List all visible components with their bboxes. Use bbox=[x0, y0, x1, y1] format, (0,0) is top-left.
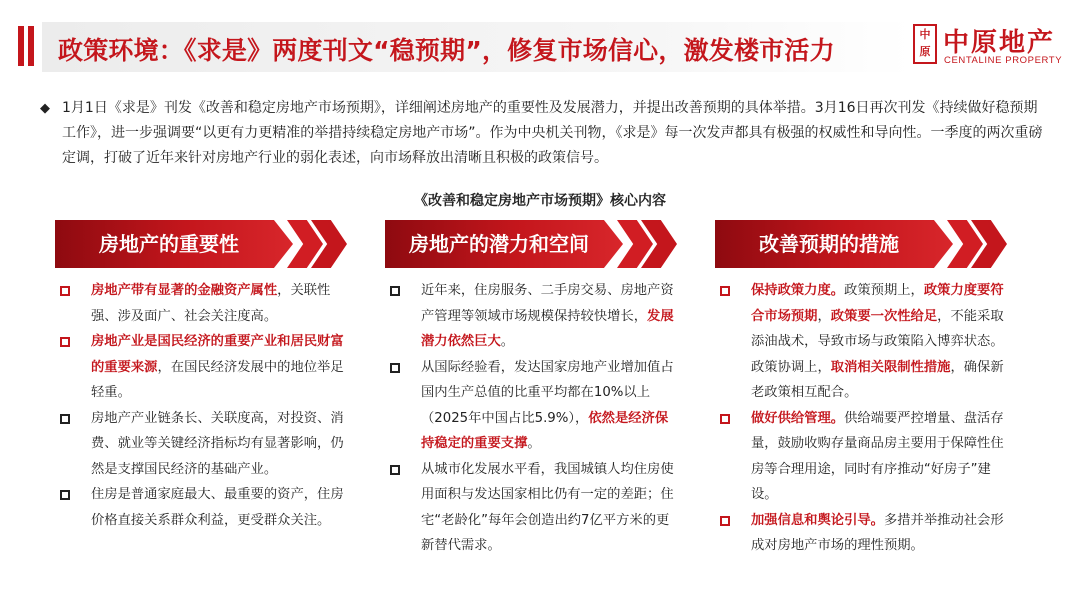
item-text: ，关联性强、涉及面广、社会关注度高。 bbox=[91, 283, 331, 324]
highlighted-text: 房地产业是国民经济的重要产业和居民财富的重要来源 bbox=[91, 334, 344, 375]
item-list bbox=[385, 278, 675, 559]
item-text: ， bbox=[817, 308, 831, 324]
item-text: 供给端要严控增量、盘活存量，鼓励收购存量商品房主要用于保障性住房等合理用途，同时有序推动“好房子”建设。 bbox=[751, 410, 1004, 502]
list-item bbox=[385, 355, 675, 457]
section-subtitle: 《改善和稳定房地产市场预期》核心内容 bbox=[414, 193, 666, 209]
company-logo bbox=[913, 24, 1073, 72]
diamond-bullet-icon: ◆ bbox=[40, 101, 50, 116]
highlighted-text: 做好供给管理。 bbox=[751, 410, 845, 426]
square-bullet-icon bbox=[390, 363, 400, 373]
item-text: 房地产产业链条长、关联度高，对投资、消费、就业等关键经济指标均有显著影响，仍然是支撑国民经济的基础产业。 bbox=[91, 410, 344, 477]
item-text: 近年来，住房服务、二手房交易、房地产资产管理等领域市场规模保持较快增长， bbox=[421, 283, 674, 324]
list-item bbox=[55, 482, 345, 533]
highlighted-text: 加强信息和舆论引导。 bbox=[751, 512, 884, 528]
item-text: 。 bbox=[527, 436, 541, 451]
item-text: ，在国民经济发展中的地位举足轻重。 bbox=[91, 359, 344, 400]
logo-name-en: CENTALINE PROPERTY bbox=[944, 55, 1063, 66]
list-item bbox=[385, 278, 675, 355]
accent-stripe bbox=[28, 26, 34, 66]
square-bullet-icon bbox=[60, 337, 70, 347]
item-text: 从城市化发展水平看，我国城镇人均住房使用面积与发达国家相比仍有一定的差距；住宅“老龄化”每年会创造出约7亿平方米的更新替代需求。 bbox=[421, 461, 674, 553]
intro-text: 1月1日《求是》刊发《改善和稳定房地产市场预期》，详细阐述房地产的重要性及发展潜力，并提出改善预期的具体举措。3月16日再次刊发《持续做好稳预期工作》，进一步强调要“以更有力更精准的举措持续稳定房地产市场”。作为中央机关刊物，《求是》每一次发声都具有极强的权威性和导向性。一季度的两次重磅定调，打破了近年来针对房地产行业的弱化表述，向市场释放出清晰且积极的政策信号。 bbox=[62, 100, 1043, 166]
column-banner bbox=[55, 220, 345, 268]
square-bullet-icon bbox=[60, 490, 70, 500]
item-text: 。 bbox=[500, 334, 515, 349]
column-importance bbox=[55, 220, 345, 533]
column-title: 房地产的潜力和空间 bbox=[409, 232, 589, 256]
header-band bbox=[0, 0, 1080, 72]
square-bullet-icon bbox=[720, 414, 730, 424]
highlighted-text: 依然是经济保持稳定的重要支撑 bbox=[421, 410, 669, 451]
square-bullet-icon bbox=[720, 286, 730, 296]
highlighted-text: 政策力度要符合市场预期 bbox=[751, 283, 1004, 324]
square-bullet-icon bbox=[60, 286, 70, 296]
square-bullet-icon bbox=[390, 286, 400, 296]
item-text: 政策预期上， bbox=[844, 283, 924, 298]
highlighted-text: 取消相关限制性措施 bbox=[830, 359, 951, 375]
column-measures bbox=[715, 220, 1005, 559]
list-item bbox=[385, 457, 675, 559]
list-item bbox=[55, 278, 345, 329]
column-banner bbox=[385, 220, 675, 268]
column-title: 改善预期的措施 bbox=[759, 232, 899, 256]
column-title: 房地产的重要性 bbox=[99, 232, 239, 256]
list-item bbox=[715, 406, 1005, 508]
list-item bbox=[715, 278, 1005, 406]
intro-paragraph bbox=[40, 96, 1050, 171]
item-text: 多措并举推动社会形成对房地产市场的理性预期。 bbox=[751, 512, 1004, 553]
square-bullet-icon bbox=[390, 465, 400, 475]
logo-name-cn: 中原地产 bbox=[943, 28, 1056, 58]
highlighted-text: 发展潜力依然巨大 bbox=[421, 308, 674, 349]
square-bullet-icon bbox=[720, 516, 730, 526]
list-item bbox=[715, 508, 1005, 559]
list-item bbox=[55, 406, 345, 483]
item-list bbox=[55, 278, 345, 533]
logo-seal-icon: 中 原 bbox=[913, 24, 937, 64]
item-text: ，不能采取添油战术，导致市场与政策陷入博弈状态。政策协调上， bbox=[751, 308, 1004, 375]
page-title: 政策环境：《求是》两度刊文“稳预期”，修复市场信心，激发楼市活力 bbox=[58, 36, 835, 65]
highlighted-text: 保持政策力度。 bbox=[751, 283, 845, 298]
item-text: 从国际经验看，发达国家房地产业增加值占国内生产总值的比重平均都在10%以上（2025年中国占比5.9%）， bbox=[421, 359, 674, 426]
item-list bbox=[715, 278, 1005, 559]
list-item bbox=[55, 329, 345, 406]
item-text: ，确保新老政策相互配合。 bbox=[751, 359, 1004, 400]
highlighted-text: 房地产带有显著的金融资产属性 bbox=[91, 283, 278, 298]
column-banner bbox=[715, 220, 1005, 268]
accent-stripe bbox=[18, 26, 24, 66]
column-potential bbox=[385, 220, 675, 559]
square-bullet-icon bbox=[60, 414, 70, 424]
item-text: 住房是普通家庭最大、最重要的资产，住房价格直接关系群众利益，更受群众关注。 bbox=[91, 487, 344, 528]
highlighted-text: 政策要一次性给足 bbox=[830, 308, 938, 324]
